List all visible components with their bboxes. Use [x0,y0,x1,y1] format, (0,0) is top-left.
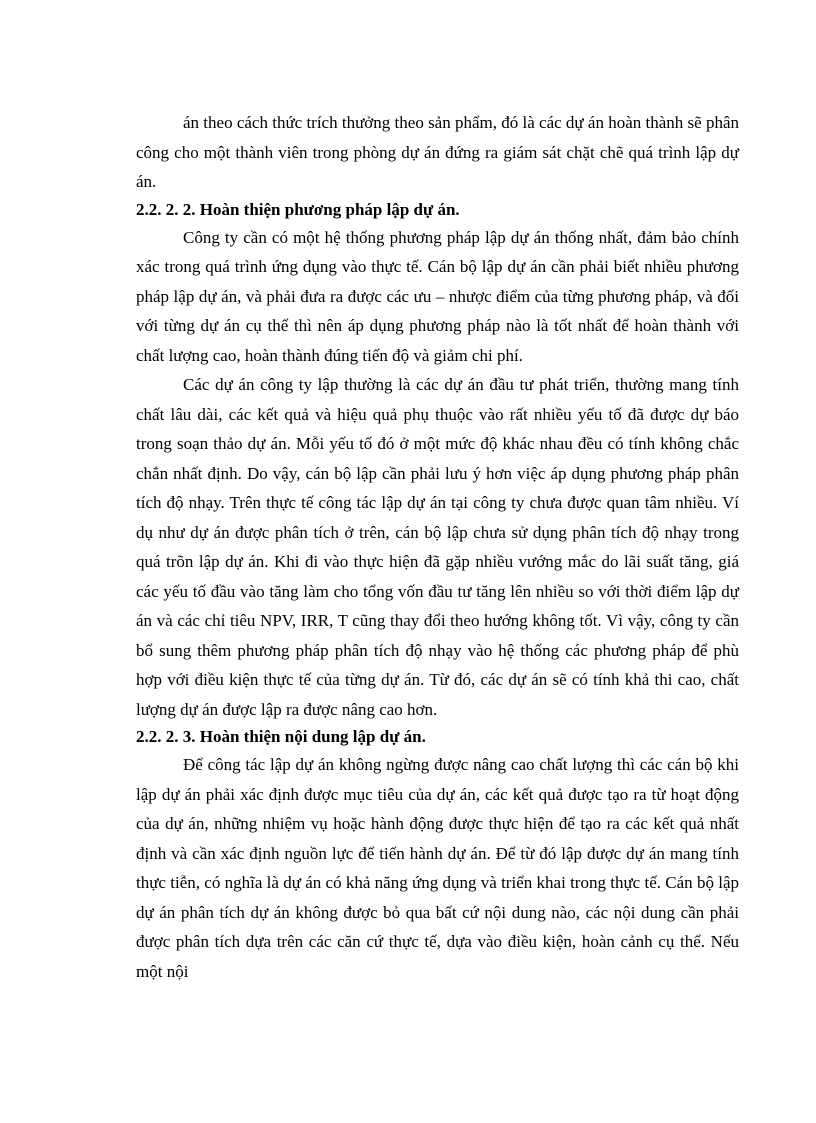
section-heading-content: 2.2. 2. 3. Hoàn thiện nội dung lập dự án. [136,727,426,746]
methods-paragraph-1: Công ty cần có một hệ thống phương pháp lập dự án thống nhất, đảm bảo chính xác trong quá trình ứng dụng vào thực tế. Cán bộ lập dự án cần phải biết nhiều phương pháp lập dự án, và phải đưa ra được các ưu – nhược điểm của từng phương pháp, và đối với từng dự án cụ thể thì nên áp dụng phương pháp nào là tốt nhất để hoàn thành với chất lượng cao, hoàn thành đúng tiến độ và giảm chi phí. [136,227,739,365]
section-heading-methods: 2.2. 2. 2. Hoàn thiện phương pháp lập dự án. [136,199,460,219]
intro-paragraph: án theo cách thức trích thưởng theo sản phẩm, đó là các dự án hoàn thành sẽ phân công cho một thành viên trong phòng dự án đứng ra giám sát chặt chẽ quá trình lập dự án. [136,113,739,191]
methods-paragraph-2: Các dự án công ty lập thường là các dự án đầu tư phát triển, thường mang tính chất lâu dài, các kết quả và hiệu quả phụ thuộc vào rất nhiều yếu tố đã được dự báo trong soạn thảo dự án. Mỗi yếu tố đó ở một mức độ khác nhau đều có tính không chắc chắn nhất định. Do vậy, cán bộ lập cần phải lưu ý hơn việc áp dụng phương pháp phân tích độ nhạy. Trên thực tế công tác lập dự án tại công ty chưa được quan tâm nhiều. Ví dụ như dự án được phân tích ở trên, cán bộ lập chưa sử dụng phân tích độ nhạy trong quá trõn lập dự án. Khi đi vào thực hiện đã gặp nhiều vướng mắc do lãi suất tăng, giá các yếu tố đầu vào tăng làm cho tổng vốn đầu tư tăng lên nhiều so với thời điểm lập dự án và các chỉ tiêu NPV, IRR, T cũng thay đổi theo hướng không tốt. Vì vậy, công ty cần bổ sung thêm phương pháp phân tích độ nhạy vào hệ thống các phương pháp để phù hợp với điều kiện thực tế của từng dự án. Từ đó, các dự án sẽ có tính khả thi cao, chất lượng dự án được lập ra được nâng cao hơn. [136,375,739,719]
document-page [136,108,739,986]
content-paragraph-1: Để công tác lập dự án không ngừng được nâng cao chất lượng thì các cán bộ khi lập dự án phải xác định được mục tiêu của dự án, các kết quả được tạo ra từ hoạt động của dự án, những nhiệm vụ hoặc hành động được thực hiện để tạo ra các kết quả nhất định và cần xác định nguồn lực để tiến hành dự án. Để từ đó lập được dự án mang tính thực tiễn, có nghĩa là dự án có khả năng ứng dụng và triển khai trong thực tế. Cán bộ lập dự án phân tích dự án không được bỏ qua bất cứ nội dung nào, các nội dung cần phải được phân tích dựa trên các căn cứ thực tế, dựa vào điều kiện, hoàn cảnh cụ thể. Nếu một nội [136,755,739,981]
